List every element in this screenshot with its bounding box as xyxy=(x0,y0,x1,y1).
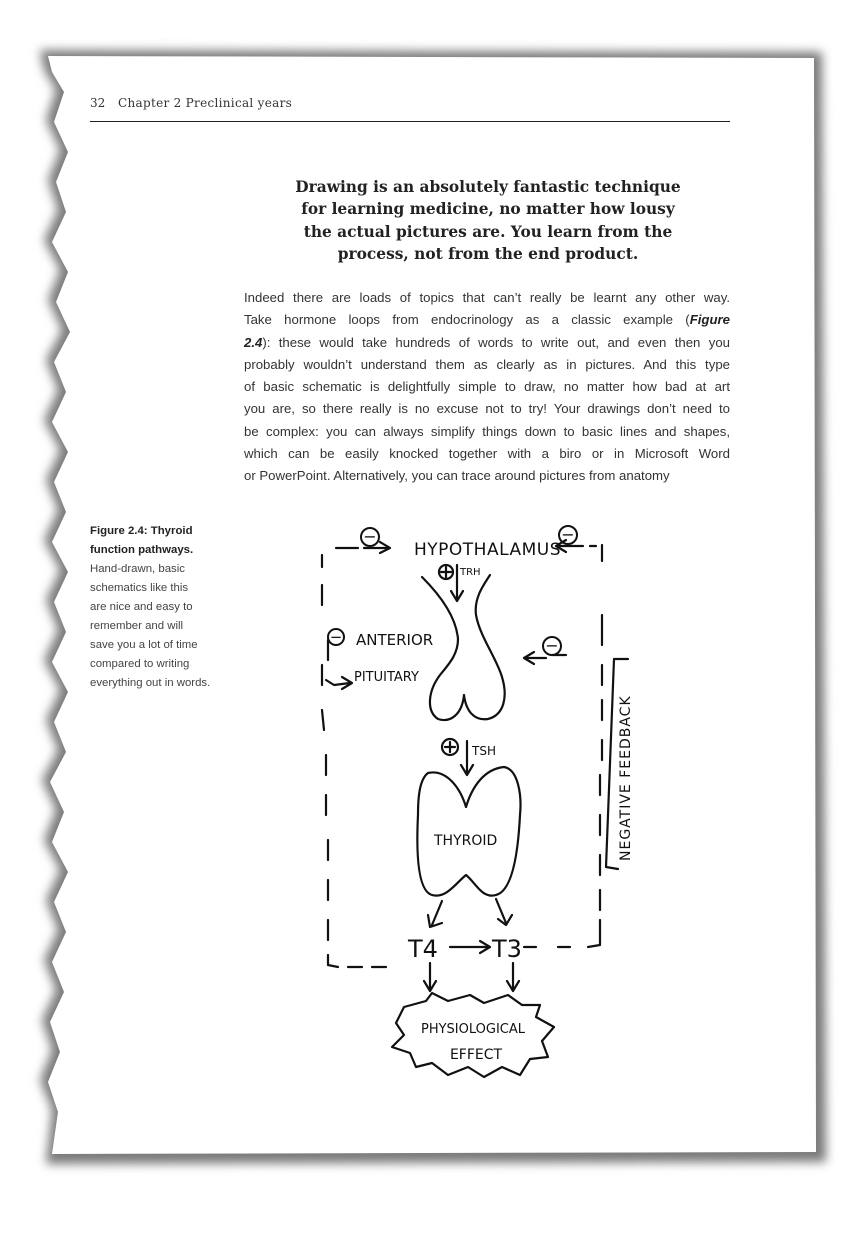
thyroid-diagram xyxy=(300,515,660,1090)
t4-to-t3-arrow xyxy=(450,941,490,953)
figure-caption xyxy=(90,522,230,693)
minus-sign: − xyxy=(561,525,575,544)
thyroid-to-t3-arrow xyxy=(496,899,512,925)
chapter-title: Chapter 2 Preclinical years xyxy=(118,96,293,110)
thyroid-to-t4-arrow xyxy=(428,901,442,927)
body-paragraph xyxy=(244,287,730,488)
hypothalamus-label: HYPOTHALAMUS xyxy=(414,540,561,560)
pituitary-outline xyxy=(422,575,505,720)
effect-label: PHYSIOLOGICAL xyxy=(420,1022,526,1037)
header-rule xyxy=(90,121,730,122)
minus-sign: − xyxy=(545,636,559,655)
arrow-to-pituitary-left xyxy=(326,640,352,689)
caption-line: everything out in words. xyxy=(90,677,211,689)
thyroid-outline xyxy=(417,767,520,896)
t3-to-effect-arrow xyxy=(507,963,519,991)
effect-label: EFFECT xyxy=(449,1047,503,1063)
t4-to-effect-arrow xyxy=(424,963,436,991)
page-number: 32 xyxy=(90,96,106,110)
body-text-segment: Take hormone loops from endocrinology as a classic example ( xyxy=(244,312,690,328)
pull-quote xyxy=(262,176,714,266)
pull-quote-line: the actual pictures are. You learn from the xyxy=(303,222,673,241)
t3-label: T3 xyxy=(492,935,522,963)
feedback-loop-right xyxy=(524,545,602,947)
figure-reference: 2.4 xyxy=(244,334,263,350)
t4-label: T4 xyxy=(408,935,438,963)
body-line: probably wouldn’t understand them as clearly as in pictures. And this type xyxy=(244,356,730,372)
body-line: you are, so there really is no excuse not to try! Your drawings don’t need to xyxy=(244,401,730,417)
caption-line: compared to writing xyxy=(90,658,190,670)
figure-reference: Figure xyxy=(689,312,730,328)
minus-sign: − xyxy=(363,527,377,546)
pull-quote-line: for learning medicine, no matter how lousy xyxy=(301,200,675,219)
caption-title: function pathways. xyxy=(90,544,194,556)
body-line: be complex: you can always simplify things down to basic lines and shapes, xyxy=(244,423,730,439)
anterior-label: ANTERIOR xyxy=(356,631,434,649)
minus-sign: − xyxy=(329,628,343,646)
caption-title: Figure 2.4: Thyroid xyxy=(90,525,193,537)
body-text-segment: ): these would take hundreds of words to write out, and even then you xyxy=(262,334,730,350)
caption-line: schematics like this xyxy=(90,582,189,594)
pull-quote-line: Drawing is an absolutely fantastic technique xyxy=(295,178,681,196)
feedback-loop-left xyxy=(322,555,386,967)
body-line: of basic schematic is delightfully simple to draw, no matter how bad at art xyxy=(244,379,730,395)
caption-line: are nice and easy to xyxy=(90,601,193,613)
thyroid-label: THYROID xyxy=(434,833,498,849)
tsh-label: TSH xyxy=(472,744,496,758)
body-line: Indeed there are loads of topics that can’t really be learnt any other way. xyxy=(244,290,730,305)
pull-quote-line: process, not from the end product. xyxy=(337,245,639,264)
trh-label: TRH xyxy=(460,567,481,578)
pituitary-label: PITUITARY xyxy=(354,670,419,685)
body-line xyxy=(244,309,730,331)
caption-line: remember and will xyxy=(90,620,184,632)
caption-line: save you a lot of time xyxy=(90,639,198,651)
negative-feedback-label: NEGATIVE FEEDBACK xyxy=(618,695,634,861)
body-line: which can be easily knocked together with a biro or in Microsoft Word xyxy=(244,446,730,462)
body-line xyxy=(244,332,730,354)
body-line: or PowerPoint. Alternatively, you can trace around pictures from anatomy xyxy=(244,468,670,484)
caption-line: Hand-drawn, basic xyxy=(90,563,185,575)
